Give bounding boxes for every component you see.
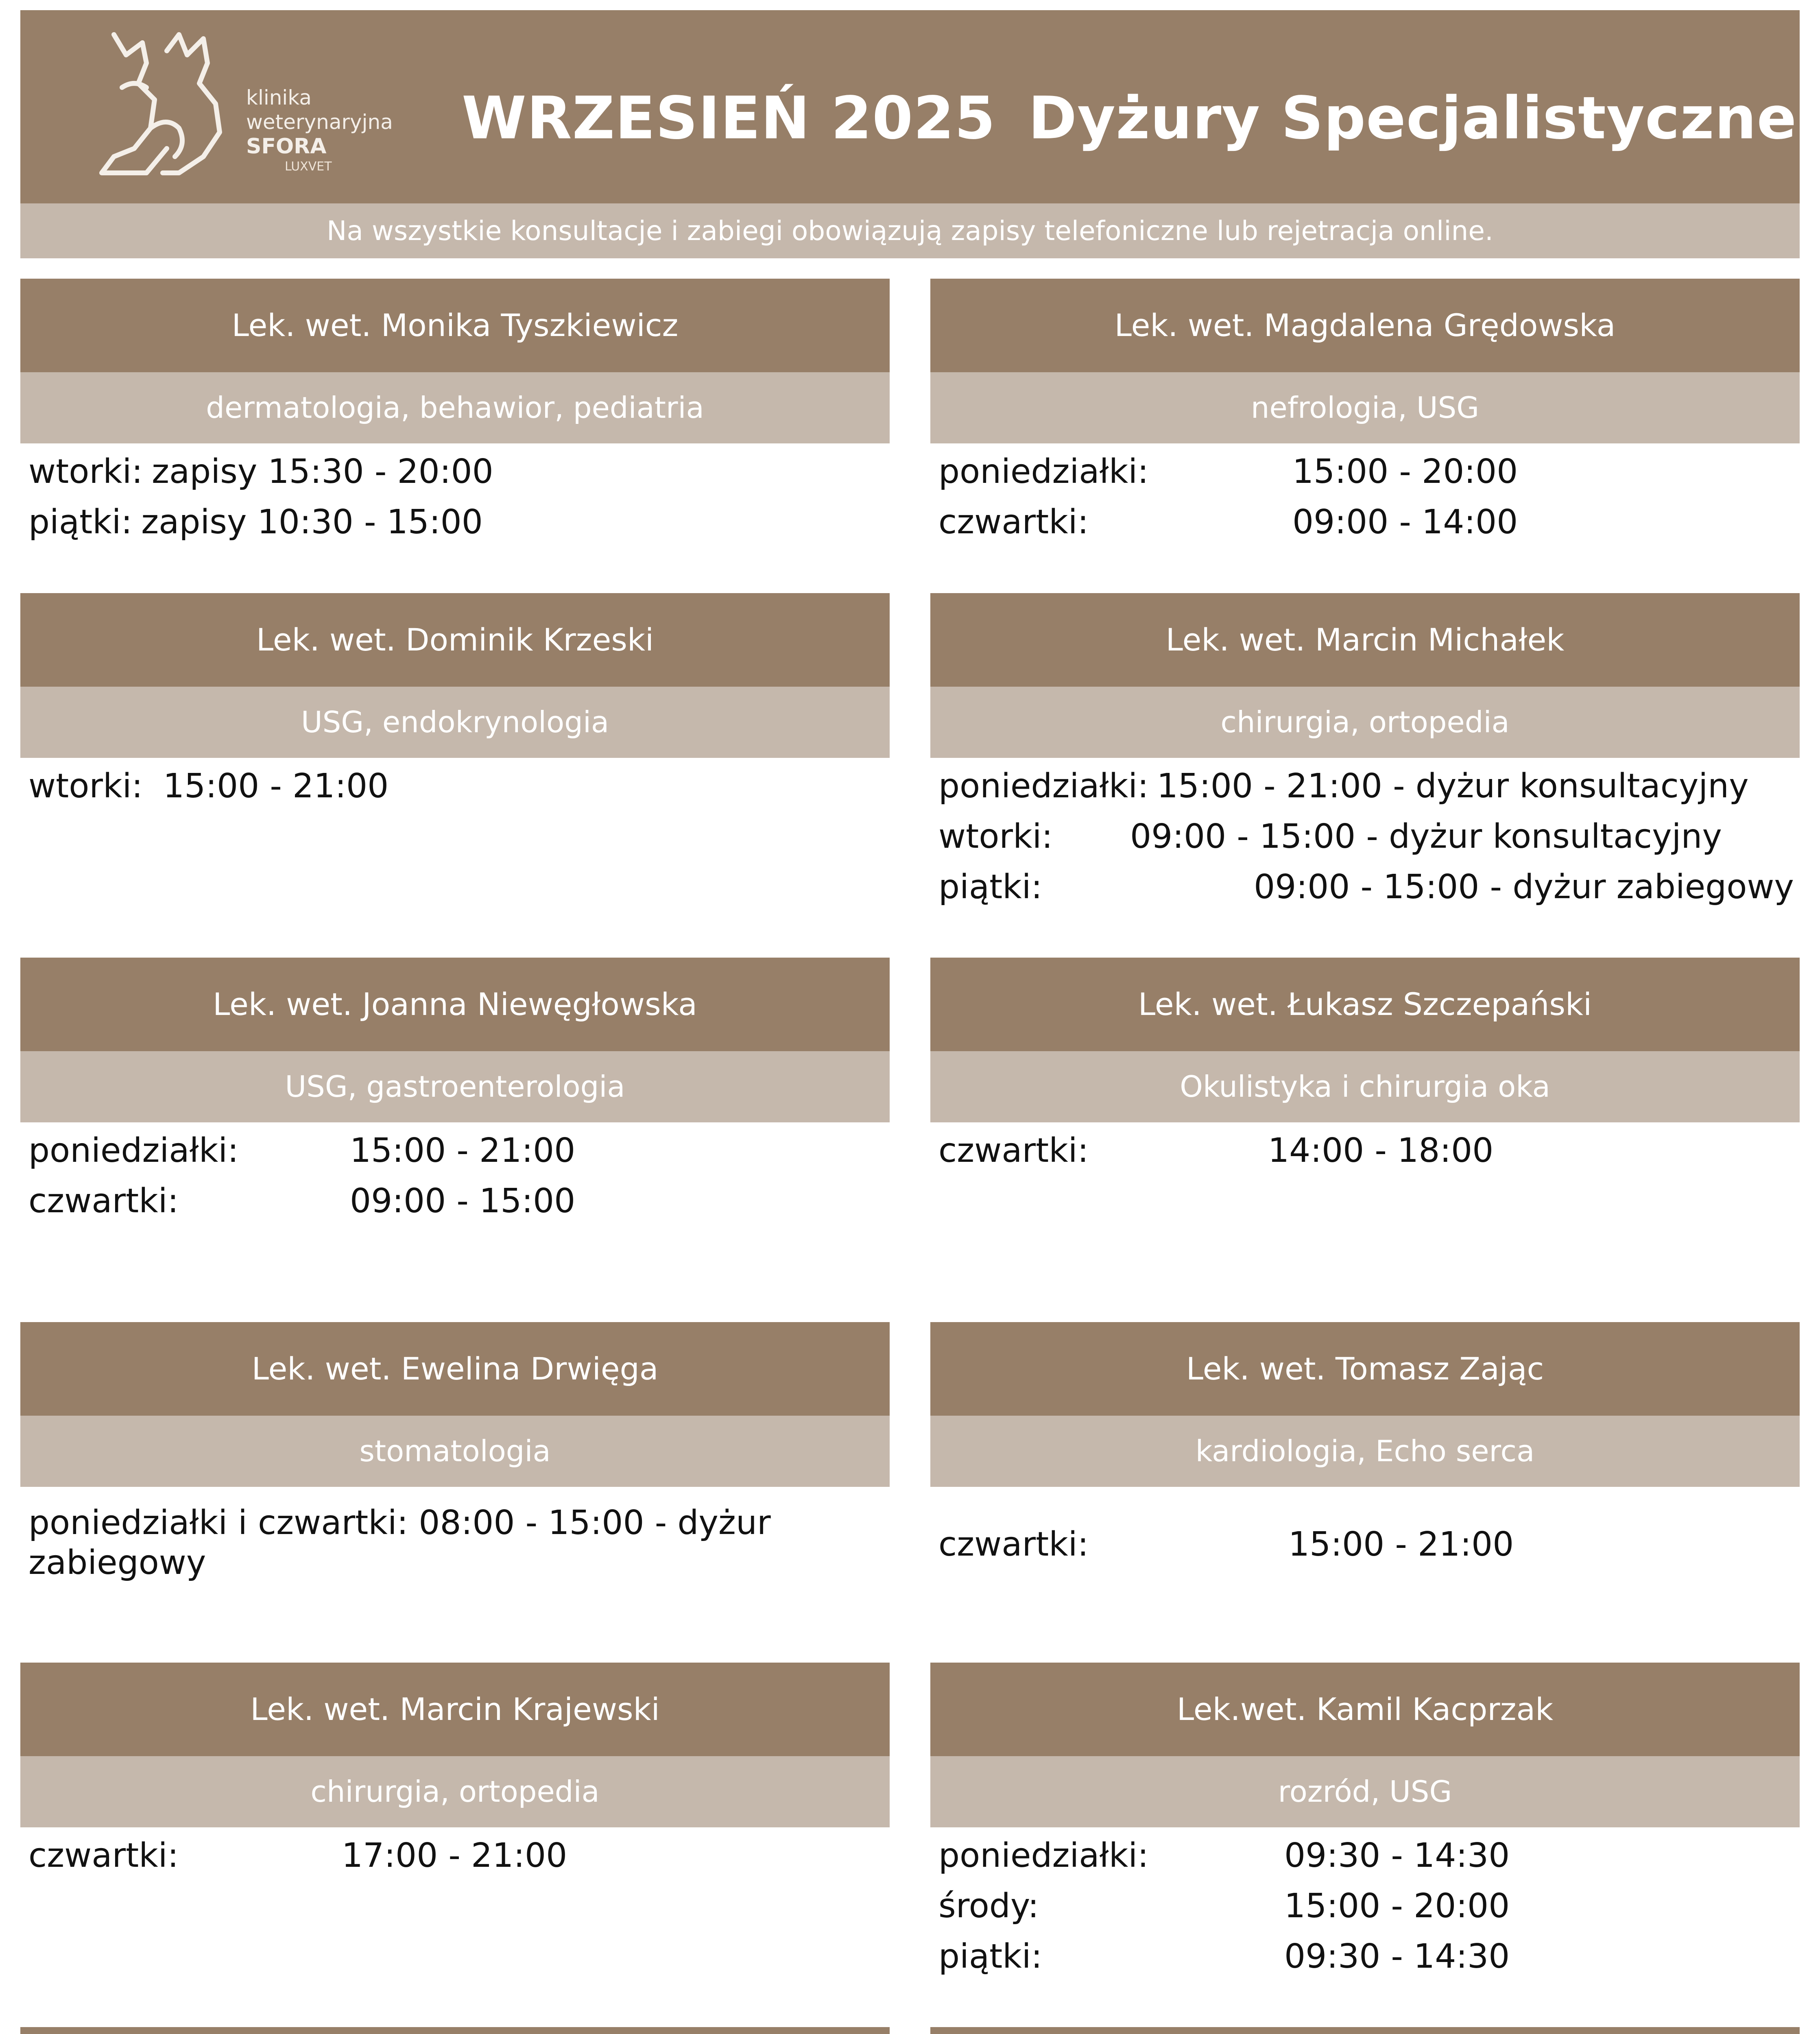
doctor-card — [20, 279, 890, 548]
doctor-name — [20, 2027, 890, 2034]
doctor-specialty: kardiologia, Echo serca — [930, 1416, 1800, 1487]
schedule-day: środy: — [938, 1887, 1039, 1925]
schedule-row — [938, 862, 1800, 912]
schedule-row — [938, 1931, 1800, 1982]
schedule-row — [938, 497, 1800, 548]
doctor-specialty: chirurgia, ortopedia — [930, 687, 1800, 758]
header-banner — [20, 10, 1800, 203]
doctor-specialty: USG, gastroenterologia — [20, 1051, 890, 1122]
doctor-name: Lek. wet. Monika Tyszkiewicz — [20, 279, 890, 372]
schedule-list — [930, 1122, 1800, 1176]
schedule-row — [938, 447, 1800, 497]
schedule-day: poniedziałki: — [28, 1131, 239, 1170]
schedule-list — [20, 443, 890, 548]
doctor-name: Lek. wet. Joanna Niewęgłowska — [20, 958, 890, 1051]
doctor-specialty: USG, endokrynologia — [20, 687, 890, 758]
schedule-time: 09:00 - 15:00 — [350, 1182, 576, 1220]
schedule-time: zapisy 10:30 - 15:00 — [141, 503, 483, 541]
schedule-time: 09:30 - 14:30 — [1284, 1836, 1510, 1875]
schedule-day: piątki: — [938, 868, 1043, 906]
schedule-day: poniedziałki: — [938, 452, 1149, 491]
schedule-time: 15:00 - 21:00 — [1288, 1525, 1514, 1564]
logo-line1: klinika — [246, 86, 312, 109]
logo-line2: weterynaryjna — [246, 110, 393, 134]
schedule-row — [28, 1831, 890, 1881]
schedule-day: wtorki: — [938, 817, 1053, 856]
schedule-row — [28, 1176, 890, 1227]
schedule-time: 09:00 - 15:00 - dyżur konsultacyjny — [1130, 817, 1722, 856]
schedule-time: 09:00 - 14:00 — [1292, 503, 1518, 541]
schedule-row — [28, 1126, 890, 1176]
page-title — [462, 85, 1797, 151]
schedule-time: 15:00 - 21:00 - dyżur konsultacyjny — [1157, 767, 1749, 805]
schedule-day: piątki: — [28, 503, 133, 541]
doctor-card — [20, 593, 890, 812]
month-label: WRZESIEŃ 2025 — [462, 84, 996, 152]
doctor-name: Lek. wet. Ewelina Drwięga — [20, 1322, 890, 1416]
schedule-list — [20, 1827, 890, 1881]
schedule-list — [20, 758, 890, 812]
schedule-row — [28, 447, 890, 497]
schedule-row — [938, 1831, 1800, 1881]
schedule-list — [930, 443, 1800, 548]
title-label: Dyżury Specjalistyczne — [1028, 84, 1797, 152]
schedule-row — [938, 1881, 1800, 1931]
doctor-specialty: Okulistyka i chirurgia oka — [930, 1051, 1800, 1122]
doctor-specialty: dermatologia, behawior, pediatria — [20, 372, 890, 443]
schedule-row — [938, 1519, 1800, 1570]
schedule-row — [28, 761, 890, 812]
schedule-row — [938, 1126, 1800, 1176]
doctor-name: Lek. wet. Dominik Krzeski — [20, 593, 890, 687]
doctor-card — [930, 1663, 1800, 1982]
doctor-specialty: rozród, USG — [930, 1756, 1800, 1827]
schedule-time: 15:00 - 20:00 — [1284, 1887, 1510, 1925]
schedule-list — [930, 758, 1800, 912]
schedule-time: 14:00 - 18:00 — [1268, 1131, 1494, 1170]
doctor-specialty: nefrologia, USG — [930, 372, 1800, 443]
doctor-card — [930, 958, 1800, 1176]
doctor-card — [20, 2027, 890, 2034]
logo-brand: SFORA — [246, 134, 327, 159]
schedule-day: czwartki: — [938, 1131, 1089, 1170]
schedule-list — [20, 1122, 890, 1227]
schedule-time: 09:00 - 15:00 - dyżur zabiegowy — [1254, 868, 1794, 906]
schedule-day: poniedziałki: — [938, 1836, 1149, 1875]
schedule-note: poniedziałki i czwartki: 08:00 - 15:00 - dyżur zabiegowy — [28, 1504, 771, 1582]
schedule-row — [938, 761, 1800, 812]
schedule-day: poniedziałki: — [938, 767, 1149, 805]
schedule-day: czwartki: — [938, 1525, 1089, 1564]
doctor-name — [930, 2027, 1800, 2034]
schedule-time: 17:00 - 21:00 — [342, 1836, 567, 1875]
doctor-card — [20, 1322, 890, 1583]
schedule-time: zapisy 15:30 - 20:00 — [152, 452, 493, 491]
logo-sub: LUXVET — [285, 159, 332, 174]
schedule-time: 15:00 - 21:00 — [163, 767, 389, 805]
schedule-row — [938, 812, 1800, 862]
doctor-card — [20, 1663, 890, 1881]
doctor-name: Lek. wet. Łukasz Szczepański — [930, 958, 1800, 1051]
doctor-name: Lek.wet. Kamil Kacprzak — [930, 1663, 1800, 1756]
schedule-time: 09:30 - 14:30 — [1284, 1937, 1510, 1976]
doctor-card — [930, 593, 1800, 912]
doctor-card — [930, 279, 1800, 548]
doctor-name: Lek. wet. Magdalena Grędowska — [930, 279, 1800, 372]
logo-text — [246, 85, 393, 175]
schedule-day: czwartki: — [28, 1836, 179, 1875]
doctor-card — [930, 1322, 1800, 1570]
doctor-specialty: stomatologia — [20, 1416, 890, 1487]
doctor-name: Lek. wet. Marcin Michałek — [930, 593, 1800, 687]
schedule-list — [20, 1487, 890, 1583]
booking-notice: Na wszystkie konsultacje i zabiegi obowiązują zapisy telefoniczne lub rejetracja online. — [20, 203, 1800, 258]
doctor-name: Lek. wet. Marcin Krajewski — [20, 1663, 890, 1756]
doctor-specialty: chirurgia, ortopedia — [20, 1756, 890, 1827]
doctor-name: Lek. wet. Tomasz Zając — [930, 1322, 1800, 1416]
doctor-card — [20, 958, 890, 1227]
schedule-list — [930, 1827, 1800, 1982]
schedule-day: wtorki: — [28, 452, 143, 491]
animals-logo-icon — [98, 26, 244, 181]
clinic-logo[interactable] — [98, 26, 435, 189]
schedule-day: czwartki: — [28, 1182, 179, 1220]
schedule-day: piątki: — [938, 1937, 1043, 1976]
schedule-time: 15:00 - 20:00 — [1292, 452, 1518, 491]
schedule-time: 15:00 - 21:00 — [350, 1131, 576, 1170]
schedule-list — [930, 1487, 1800, 1570]
doctor-card — [930, 2027, 1800, 2034]
schedule-day: czwartki: — [938, 503, 1089, 541]
schedule-row — [28, 497, 890, 548]
schedule-day: wtorki: — [28, 767, 143, 805]
